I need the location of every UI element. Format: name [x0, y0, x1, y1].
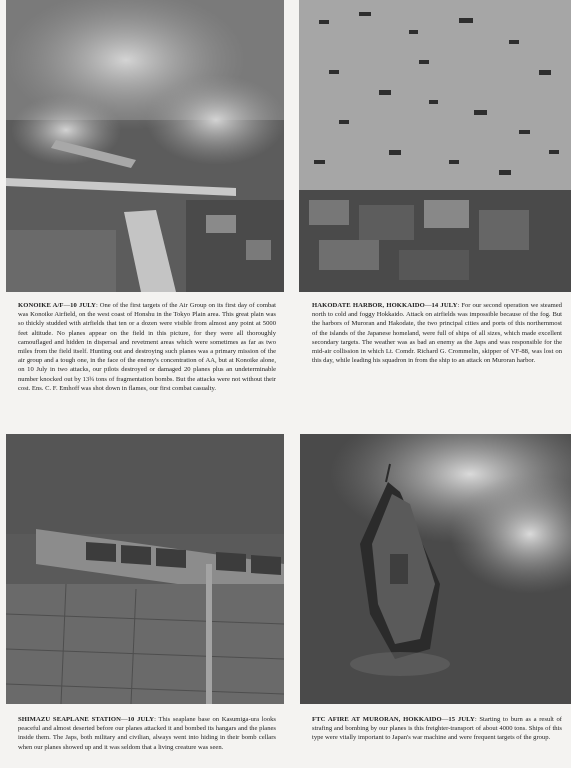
konoike-body: One of the first targets of the Air Group on its first day of combat was Konoike Airfield, on the west coast of Honshu in the Tokyo Plain area. This great plain was so thickly studded with airfields that ten or a dozen were visible from almost any point at 5000 feet altitude. No planes appear on the field in this picture, for they were all thoroughly camouflaged and hidden in dispersal and revetment areas which were sometimes as far as two miles from the field itself. Hunting out and destroying such planes was a primary mission of the air group and a tough one, in the face of the enemy's concentration of AA, but at Konoike alone, on 10 July in two attacks, our pilots destroyed or damaged 20 planes plus an undeterminable number knocked out by 13¾ tons of fragmentation bombs. But the attacks were not without their cost. Ens. C. F. Emhoff was shot down in flames, our first combat casualty. [18, 302, 276, 392]
hakodate-date: 14 JULY [431, 302, 458, 309]
muroran-freighter-photo [300, 434, 571, 704]
shimazu-seaplane-photo [6, 434, 284, 704]
muroran-date: 15 JULY [448, 716, 475, 723]
konoike-airfield-photo [6, 0, 284, 292]
hakodate-caption: HAKODATE HARBOR, HOKKAIDO—14 JULY: For our second operation we steamed north to cold and foggy Hokkaido. Attack on airfields was impossible because of the fog. But the harbors of Muroran and Hakodate, the two principal cities and ports of this northernmost of the islands of the Japanese homeland, were full of ships of all sizes, which made excellent secondary targets. The weather was as bad an enemy as the Japs and was responsible for the mid-air collission in which Lt. Comdr. Richard G. Crommelin, skipper of VF-88, was lost on this day, while leading his squadron in from the ship to an attack on Muroran harbor. [312, 302, 562, 365]
muroran-caption: FTC AFIRE AT MURORAN, HOKKAIDO—15 JULY: Starting to burn as a result of strafing and bombing by our planes is this freighter-transport of about 4000 tons. Ships of this type were vitally important to Japan's war machine and were frequent targets of the group. [312, 716, 563, 742]
shimazu-caption: SHIMAZU SEAPLANE STATION—10 JULY: This seaplane base on Kasumiga-ura looks peaceful and almost deserted before our planes attacked it and bombed its hangars and the planes inside them. The Japs, both military and civilian, always went into hiding in their bomb cellars when our planes showed up and it was seldom that a living creature was seen. [18, 716, 276, 751]
hakodate-body: For our second operation we steamed north to cold and foggy Hokkaido. Attack on airfields was impossible because of the fog. But the harbors of Muroran and Hakodate, the two principal cities and ports of this northernmost of the islands of the Japanese homeland, were full of ships of all sizes, which made excellent secondary targets. The weather was as bad an enemy as the Japs and was responsible for the mid-air collission in which Lt. Comdr. Richard G. Crommelin, skipper of VF-88, was lost on this day, while leading his squadron in from the ship to an attack on Muroran harbor. [312, 302, 562, 365]
shimazu-heading: SHIMAZU SEAPLANE STATION [18, 716, 122, 723]
hakodate-harbor-photo [299, 0, 571, 292]
shimazu-date: 10 JULY [127, 716, 155, 723]
muroran-heading: FTC AFIRE AT MURORAN, HOKKAIDO [312, 716, 442, 723]
muroran-body: Starting to burn as a result of strafing and bombing by our planes is this freighter-transport of about 4000 tons. Ships of this type were vitally important to Japan's war machine and were frequent targets of the group. [312, 716, 563, 742]
hakodate-heading: HAKODATE HARBOR, HOKKAIDO [312, 302, 425, 309]
konoike-caption: KONOIKE A/F—10 JULY: One of the first targets of the Air Group on its first day of combat was Konoike Airfield, on the west coast of Honshu in the Tokyo Plain area. This great plain was so thickly studded with airfields that ten or a dozen were visible from almost any point at 5000 feet altitude. No planes appear on the field in this picture, for they were all thoroughly camouflaged and hidden in dispersal and revetment areas which were sometimes as far as two miles from the field itself. Hunting out and destroying such planes was a primary mission of the air group and a tough one, in the face of the enemy's concentration of AA, but at Konoike alone, on 10 July in two attacks, our pilots destroyed or damaged 20 planes plus an undeterminable number knocked out by 13¾ tons of fragmentation bombs. But the attacks were not without their cost. Ens. C. F. Emhoff was shot down in flames, our first combat casualty. [18, 302, 276, 392]
konoike-date: 10 JULY [70, 302, 96, 309]
shimazu-body: This seaplane base on Kasumiga-ura looks peaceful and almost deserted before our planes attacked it and bombed its hangars and the planes inside them. The Japs, both military and civilian, always went into hiding in their bomb cellars when our planes showed up and it was seldom that a living creature was seen. [18, 716, 276, 751]
konoike-heading: KONOIKE A/F [18, 302, 64, 309]
